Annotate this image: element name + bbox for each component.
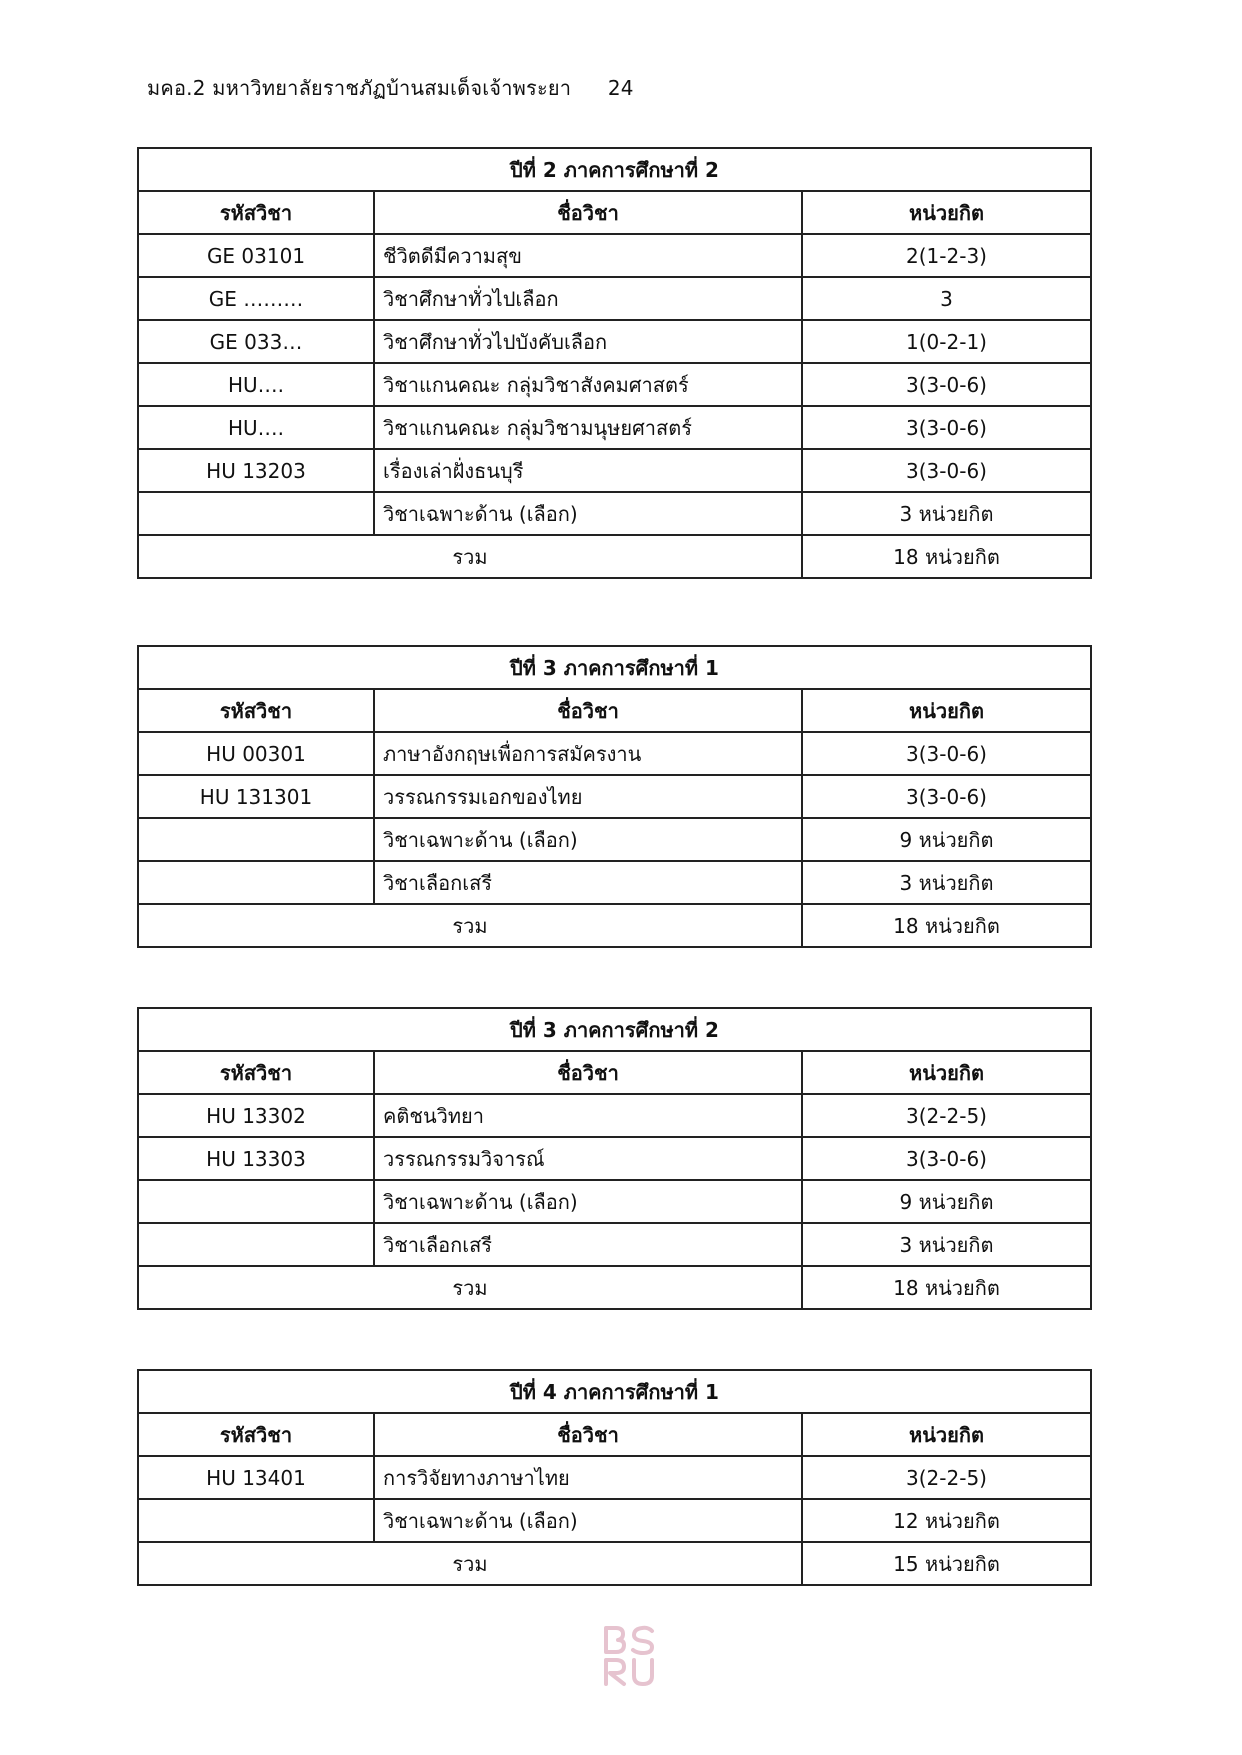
total-label: รวม bbox=[138, 1266, 802, 1309]
course-credits: 3(3-0-6) bbox=[802, 406, 1091, 449]
course-name: วิชาเฉพาะด้าน (เลือก) bbox=[374, 1499, 802, 1542]
table-title: ปีที่ 3 ภาคการศึกษาที่ 1 bbox=[138, 646, 1091, 689]
course-name: วิชาศึกษาทั่วไปบังคับเลือก bbox=[374, 320, 802, 363]
total-row bbox=[138, 904, 1091, 947]
course-credits: 3(3-0-6) bbox=[802, 363, 1091, 406]
total-credits: 15 หน่วยกิต bbox=[802, 1542, 1091, 1585]
course-code: HU 00301 bbox=[138, 732, 374, 775]
total-credits: 18 หน่วยกิต bbox=[802, 904, 1091, 947]
table-row bbox=[138, 277, 1091, 320]
course-code: HU…. bbox=[138, 406, 374, 449]
course-name: วิชาแกนคณะ กลุ่มวิชามนุษยศาสตร์ bbox=[374, 406, 802, 449]
course-name: เรื่องเล่าฝั่งธนบุรี bbox=[374, 449, 802, 492]
header-name: ชื่อวิชา bbox=[374, 1051, 802, 1094]
table-row bbox=[138, 406, 1091, 449]
course-code bbox=[138, 1499, 374, 1542]
course-name: ชีวิตดีมีความสุข bbox=[374, 234, 802, 277]
course-code: HU 13203 bbox=[138, 449, 374, 492]
course-code: GE ……… bbox=[138, 277, 374, 320]
course-credits: 3(3-0-6) bbox=[802, 449, 1091, 492]
course-credits: 3(3-0-6) bbox=[802, 732, 1091, 775]
total-row bbox=[138, 1542, 1091, 1585]
course-name: วรรณกรรมเอกของไทย bbox=[374, 775, 802, 818]
course-code bbox=[138, 818, 374, 861]
total-credits: 18 หน่วยกิต bbox=[802, 1266, 1091, 1309]
table-row bbox=[138, 492, 1091, 535]
course-code: HU 131301 bbox=[138, 775, 374, 818]
course-name: วิชาเลือกเสรี bbox=[374, 861, 802, 904]
course-credits: 1(0-2-1) bbox=[802, 320, 1091, 363]
total-credits: 18 หน่วยกิต bbox=[802, 535, 1091, 578]
header-code: รหัสวิชา bbox=[138, 1051, 374, 1094]
table-title: ปีที่ 2 ภาคการศึกษาที่ 2 bbox=[138, 148, 1091, 191]
table-row bbox=[138, 775, 1091, 818]
header-code: รหัสวิชา bbox=[138, 689, 374, 732]
table-title: ปีที่ 3 ภาคการศึกษาที่ 2 bbox=[138, 1008, 1091, 1051]
table-row bbox=[138, 818, 1091, 861]
header-credits: หน่วยกิต bbox=[802, 689, 1091, 732]
header-credits: หน่วยกิต bbox=[802, 1051, 1091, 1094]
course-name: วิชาเฉพาะด้าน (เลือก) bbox=[374, 818, 802, 861]
table-row bbox=[138, 1499, 1091, 1542]
course-name: ภาษาอังกฤษเพื่อการสมัครงาน bbox=[374, 732, 802, 775]
bsru-logo-icon bbox=[602, 1624, 656, 1688]
course-credits: 9 หน่วยกิต bbox=[802, 818, 1091, 861]
course-name: วิชาศึกษาทั่วไปเลือก bbox=[374, 277, 802, 320]
course-code bbox=[138, 1223, 374, 1266]
table-row bbox=[138, 449, 1091, 492]
course-code: HU 13302 bbox=[138, 1094, 374, 1137]
course-credits: 9 หน่วยกิต bbox=[802, 1180, 1091, 1223]
course-name: วิชาเลือกเสรี bbox=[374, 1223, 802, 1266]
course-credits: 3 หน่วยกิต bbox=[802, 492, 1091, 535]
header-name: ชื่อวิชา bbox=[374, 689, 802, 732]
table-title: ปีที่ 4 ภาคการศึกษาที่ 1 bbox=[138, 1370, 1091, 1413]
course-code bbox=[138, 1180, 374, 1223]
study-plan-table-year3-sem1 bbox=[137, 645, 1092, 948]
course-name: คติชนวิทยา bbox=[374, 1094, 802, 1137]
document-title: มคอ.2 มหาวิทยาลัยราชภัฏบ้านสมเด็จเจ้าพระยา bbox=[147, 76, 572, 100]
course-code: HU 13303 bbox=[138, 1137, 374, 1180]
course-name: วิชาเฉพาะด้าน (เลือก) bbox=[374, 492, 802, 535]
course-credits: 3 หน่วยกิต bbox=[802, 1223, 1091, 1266]
table-row bbox=[138, 861, 1091, 904]
table-row bbox=[138, 1223, 1091, 1266]
course-name: วรรณกรรมวิจารณ์ bbox=[374, 1137, 802, 1180]
total-label: รวม bbox=[138, 535, 802, 578]
course-credits: 3 bbox=[802, 277, 1091, 320]
course-credits: 3(2-2-5) bbox=[802, 1094, 1091, 1137]
header-name: ชื่อวิชา bbox=[374, 191, 802, 234]
course-code bbox=[138, 492, 374, 535]
page-header bbox=[147, 72, 634, 104]
total-row bbox=[138, 1266, 1091, 1309]
header-code: รหัสวิชา bbox=[138, 191, 374, 234]
total-row bbox=[138, 535, 1091, 578]
course-name: วิชาแกนคณะ กลุ่มวิชาสังคมศาสตร์ bbox=[374, 363, 802, 406]
table-row bbox=[138, 1456, 1091, 1499]
page-number: 24 bbox=[607, 76, 634, 100]
header-credits: หน่วยกิต bbox=[802, 191, 1091, 234]
study-plan-table-year2-sem2 bbox=[137, 147, 1092, 579]
table-row bbox=[138, 320, 1091, 363]
course-credits: 3 หน่วยกิต bbox=[802, 861, 1091, 904]
course-code: GE 033… bbox=[138, 320, 374, 363]
course-credits: 3(2-2-5) bbox=[802, 1456, 1091, 1499]
table-row bbox=[138, 1137, 1091, 1180]
total-label: รวม bbox=[138, 904, 802, 947]
study-plan-table-year4-sem1 bbox=[137, 1369, 1092, 1586]
header-code: รหัสวิชา bbox=[138, 1413, 374, 1456]
course-name: การวิจัยทางภาษาไทย bbox=[374, 1456, 802, 1499]
total-label: รวม bbox=[138, 1542, 802, 1585]
course-code bbox=[138, 861, 374, 904]
table-row bbox=[138, 1180, 1091, 1223]
course-credits: 12 หน่วยกิต bbox=[802, 1499, 1091, 1542]
table-row bbox=[138, 732, 1091, 775]
header-credits: หน่วยกิต bbox=[802, 1413, 1091, 1456]
course-credits: 3(3-0-6) bbox=[802, 775, 1091, 818]
table-row bbox=[138, 234, 1091, 277]
course-code: HU 13401 bbox=[138, 1456, 374, 1499]
course-credits: 3(3-0-6) bbox=[802, 1137, 1091, 1180]
study-plan-table-year3-sem2 bbox=[137, 1007, 1092, 1310]
course-code: GE 03101 bbox=[138, 234, 374, 277]
course-code: HU…. bbox=[138, 363, 374, 406]
course-name: วิชาเฉพาะด้าน (เลือก) bbox=[374, 1180, 802, 1223]
header-name: ชื่อวิชา bbox=[374, 1413, 802, 1456]
table-row bbox=[138, 363, 1091, 406]
table-row bbox=[138, 1094, 1091, 1137]
course-credits: 2(1-2-3) bbox=[802, 234, 1091, 277]
